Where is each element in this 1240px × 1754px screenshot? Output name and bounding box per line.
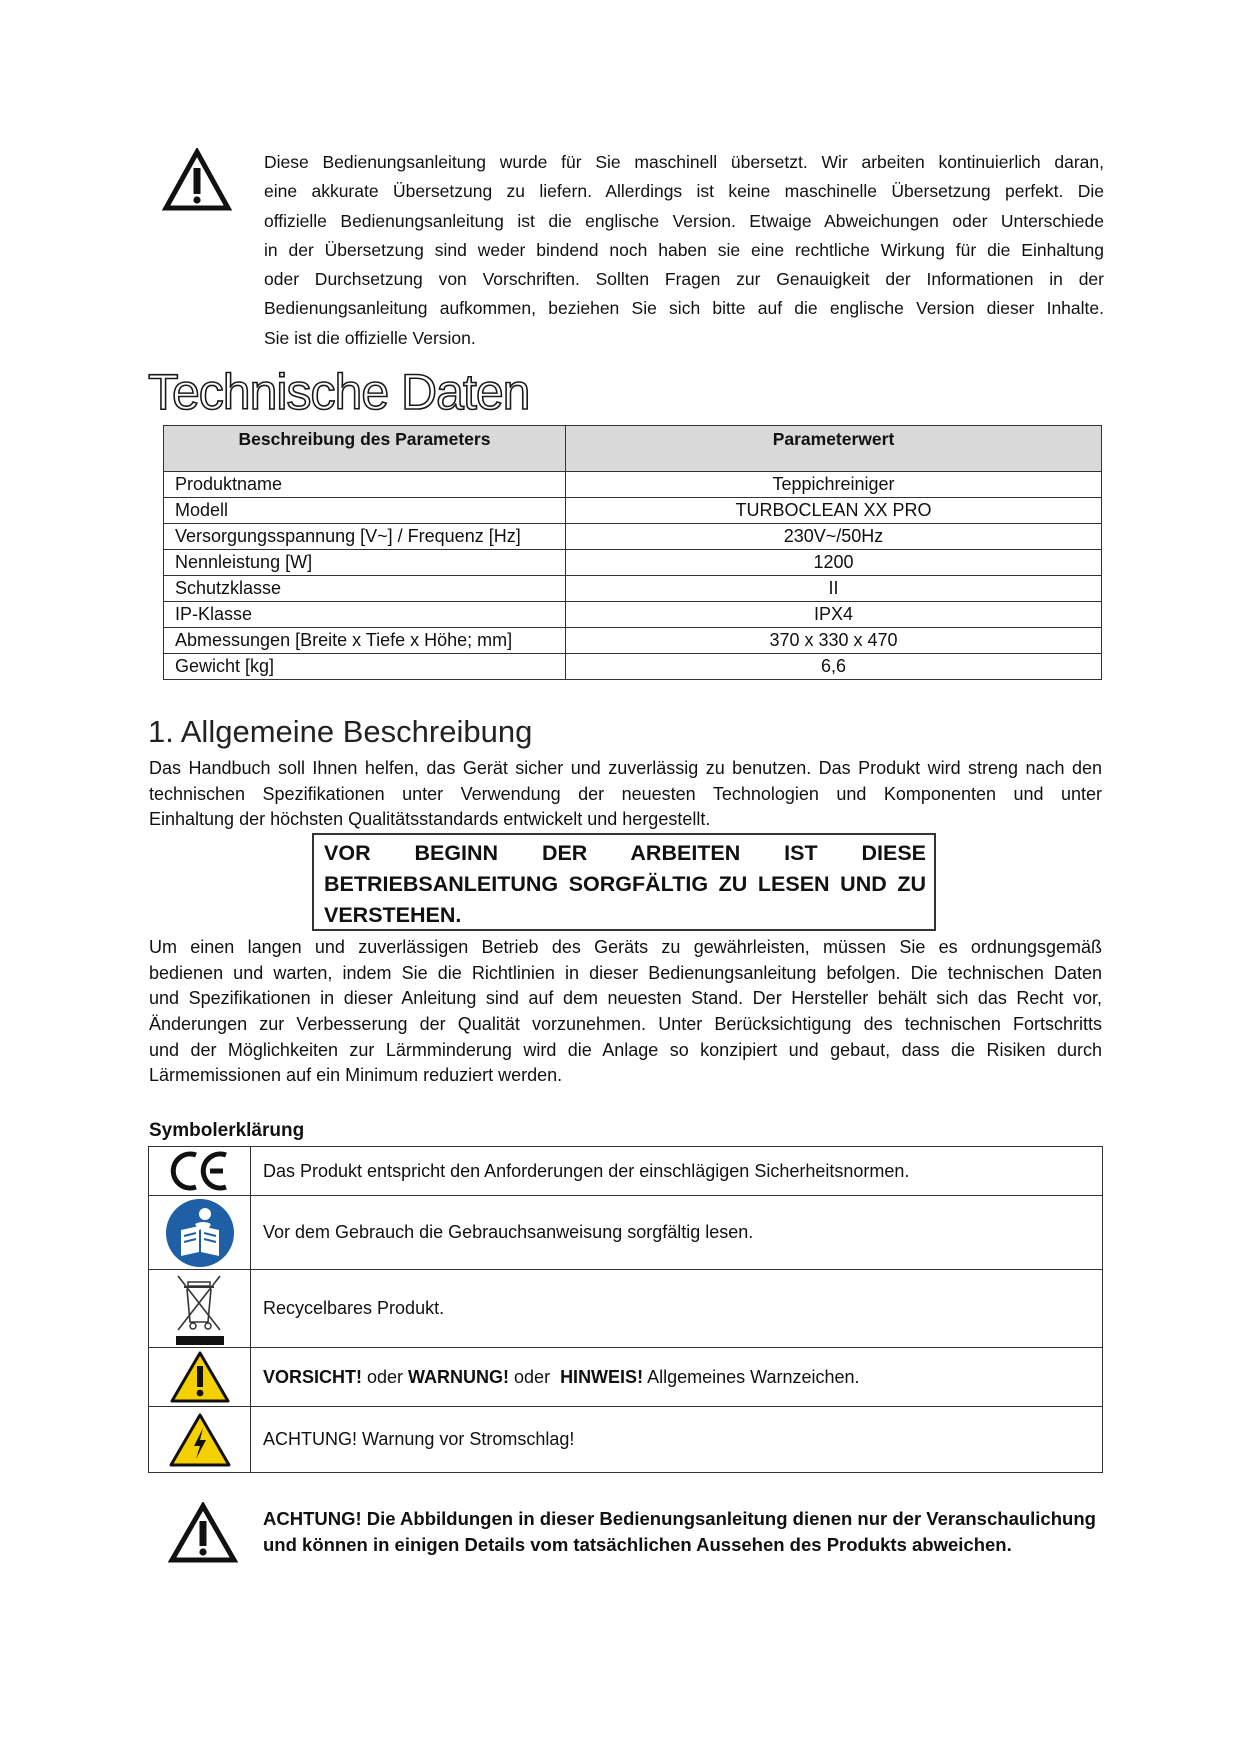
symbol-cell <box>149 1147 251 1196</box>
crossed-bin-icon <box>174 1272 226 1346</box>
intro-line: Sie ist die offizielle Version. <box>264 327 476 348</box>
warning-triangle-icon <box>168 1502 238 1564</box>
spec-param: Gewicht [kg] <box>164 654 566 680</box>
symbol-description-rest: Allgemeines Warnzeichen. <box>643 1366 860 1387</box>
table-row <box>164 498 1102 524</box>
read-manual-icon <box>165 1198 235 1268</box>
table-row <box>149 1407 1103 1473</box>
para-line: Das Handbuch soll Ihnen helfen, das Gerät sicher und zuverlässig zu benutzen. Das Produkt wird streng nach den <box>149 758 1102 778</box>
spec-param: Modell <box>164 498 566 524</box>
table-row <box>149 1270 1103 1348</box>
symbol-cell <box>149 1407 251 1473</box>
symbol-description: Vor dem Gebrauch die Gebrauchsanweisung sorgfältig lesen. <box>251 1196 1103 1270</box>
final-warning-line: ACHTUNG! Die Abbildungen in dieser Bedienungsanleitung dienen nur der Veranschaulichung <box>263 1508 1096 1529</box>
warning-label: WARNUNG! <box>408 1366 510 1387</box>
table-row <box>164 602 1102 628</box>
spec-value: Teppichreiniger <box>566 472 1102 498</box>
spec-param: Versorgungsspannung [V~] / Frequenz [Hz] <box>164 524 566 550</box>
spec-param: Nennleistung [W] <box>164 550 566 576</box>
spec-header-param: Beschreibung des Parameters <box>164 426 566 472</box>
intro-line: oder Durchsetzung von Vorschriften. Sollten Fragen zur Genauigkeit der Informationen in der <box>264 269 1104 290</box>
caution-label: VORSICHT! <box>263 1366 362 1387</box>
connector-text: oder <box>362 1366 409 1387</box>
spec-value: IPX4 <box>566 602 1102 628</box>
para-line: bedienen und warten, indem Sie die Richtlinien in dieser Bedienungsanleitung befolgen. Die technischen Daten <box>149 962 1102 983</box>
para-line: technischen Spezifikationen unter Verwendung der neuesten Technologien und Komponenten und unter <box>149 783 1102 804</box>
section-paragraph <box>149 935 1102 1089</box>
table-row <box>164 472 1102 498</box>
table-row <box>164 524 1102 550</box>
symbol-cell <box>149 1196 251 1270</box>
intro-line: offizielle Bedienungsanleitung ist die englische Version. Etwaige Abweichungen oder Unterschiede <box>264 210 1104 231</box>
para-line: Einhaltung der höchsten Qualitätsstandards entwickelt und hergestellt. <box>149 809 711 830</box>
spec-value: 1200 <box>566 550 1102 576</box>
warning-line: VOR BEGINN DER ARBEITEN IST DIESE <box>324 841 926 865</box>
symbol-cell <box>149 1348 251 1407</box>
symbol-description: Recycelbares Produkt. <box>251 1270 1103 1348</box>
spec-param: Schutzklasse <box>164 576 566 602</box>
warning-line: VERSTEHEN. <box>324 903 462 927</box>
intro-disclaimer <box>264 148 1104 353</box>
spec-value: 370 x 330 x 470 <box>566 628 1102 654</box>
table-row <box>164 628 1102 654</box>
intro-line: in der Übersetzung sind weder bindend noch haben sie eine rechtliche Wirkung für die Einhaltung <box>264 239 1104 260</box>
electric-shock-icon <box>168 1412 232 1468</box>
symbol-description: ACHTUNG! Warnung vor Stromschlag! <box>251 1407 1103 1473</box>
intro-line: Bedienungsanleitung aufkommen, beziehen Sie sich bitte auf die englische Version dieser Inhalte. <box>264 298 1104 319</box>
symbol-description: Das Produkt entspricht den Anforderungen der einschlägigen Sicherheitsnormen. <box>251 1147 1103 1196</box>
table-row <box>149 1196 1103 1270</box>
symbol-description <box>251 1348 1103 1407</box>
section-paragraph <box>149 756 1102 833</box>
table-row <box>149 1147 1103 1196</box>
para-line: und der Möglichkeiten zur Lärmminderung wird die Anlage so konzipiert und gebaut, dass die Risiken durch <box>149 1039 1102 1060</box>
table-row <box>149 1348 1103 1407</box>
spec-header-row <box>164 426 1102 472</box>
symbol-cell <box>149 1270 251 1348</box>
warning-triangle-icon <box>162 148 232 212</box>
symbols-heading: Symbolerklärung <box>149 1120 305 1141</box>
spec-param: Produktname <box>164 472 566 498</box>
spec-value: II <box>566 576 1102 602</box>
notice-label: HINWEIS! <box>560 1366 644 1387</box>
section-heading: 1. Allgemeine Beschreibung <box>148 714 533 749</box>
general-warning-icon <box>169 1350 231 1404</box>
spec-header-value: Parameterwert <box>566 426 1102 472</box>
intro-line: eine akkurate Übersetzung zu liefern. Allerdings ist keine maschinelle Übersetzung perfekt. Die <box>264 181 1104 202</box>
table-row <box>164 550 1102 576</box>
spec-table <box>163 425 1102 680</box>
connector-text: oder <box>509 1366 561 1387</box>
symbols-table <box>148 1146 1103 1473</box>
warning-line: BETRIEBSANLEITUNG SORGFÄLTIG ZU LESEN UND ZU <box>324 872 926 896</box>
ce-mark-icon <box>169 1149 231 1193</box>
para-line: und Spezifikationen in dieser Anleitung sind auf dem neuesten Stand. Der Hersteller behält sich das Recht vor, <box>149 988 1102 1009</box>
final-warning <box>263 1506 1113 1557</box>
spec-value: TURBOCLEAN XX PRO <box>566 498 1102 524</box>
final-warning-line: und können in einigen Details vom tatsächlichen Aussehen des Produkts abweichen. <box>263 1533 1012 1555</box>
spec-param: IP-Klasse <box>164 602 566 628</box>
spec-value: 6,6 <box>566 654 1102 680</box>
table-row <box>164 576 1102 602</box>
para-line: Lärmemissionen auf ein Minimum reduziert werden. <box>149 1065 563 1086</box>
warning-text <box>324 838 926 931</box>
para-line: Änderungen zur Verbesserung der Qualität vorzunehmen. Unter Berücksichtigung des technischen Fortschritts <box>149 1014 1102 1035</box>
table-row <box>164 654 1102 680</box>
para-line: Um einen langen und zuverlässigen Betrieb des Geräts zu gewährleisten, müssen Sie es ordnungsgemäß <box>149 937 1102 957</box>
intro-line: Diese Bedienungsanleitung wurde für Sie maschinell übersetzt. Wir arbeiten kontinuierlich daran, <box>264 152 1104 172</box>
spec-value: 230V~/50Hz <box>566 524 1102 550</box>
spec-param: Abmessungen [Breite x Tiefe x Höhe; mm] <box>164 628 566 654</box>
page-title: Technische Daten <box>148 364 530 420</box>
